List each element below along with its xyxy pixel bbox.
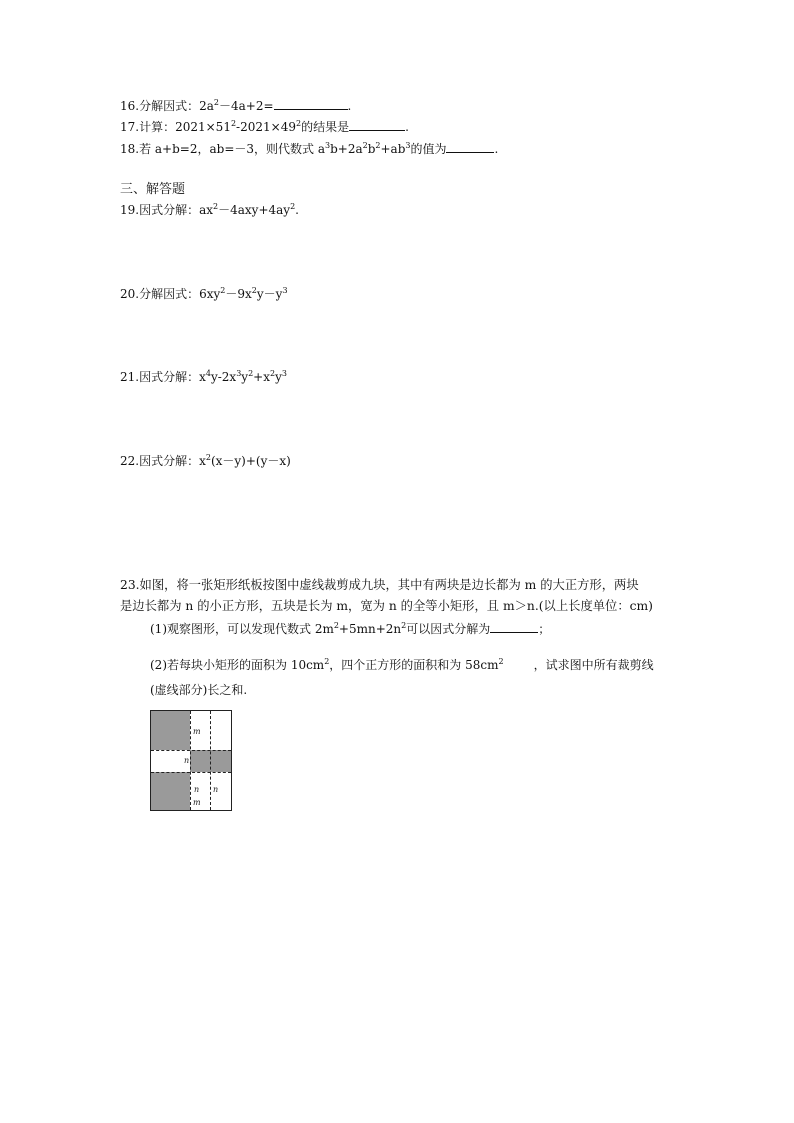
q23-p1-end: ；	[538, 622, 551, 636]
question-18	[120, 140, 498, 157]
q23-p2-mid: ，四个正方形的面积和为 58cm	[329, 658, 499, 672]
q22-rest: (x－y)+(y－x)	[210, 454, 291, 468]
q18-answer-blank[interactable]	[446, 140, 494, 153]
q17-mid: -2021×49	[236, 120, 296, 134]
question-19	[120, 202, 299, 218]
q18-end: .	[494, 142, 499, 156]
q18-e1: 3	[324, 141, 331, 150]
q18-e4: 3	[405, 141, 411, 150]
q16-answer-blank[interactable]	[274, 97, 348, 110]
q16-exp: 2	[213, 98, 219, 107]
q18-t1: b+2a	[330, 142, 363, 156]
q23-part2-line2: (虚线部分)长之和.	[150, 683, 248, 697]
q19-e1: 2	[213, 202, 219, 211]
question-17	[120, 118, 409, 135]
q19-end: .	[295, 203, 299, 217]
figure-label-m-bottom: m	[193, 798, 201, 807]
figure-label-n-bottom2: n	[213, 785, 219, 794]
q17-rest: 的结果是	[301, 120, 350, 134]
q23-p1-e2: 2	[401, 621, 407, 630]
cut-line-h2	[151, 772, 231, 773]
q20-text: 20.分解因式：6xy	[120, 287, 221, 301]
figure-label-n-middle: n	[184, 756, 190, 765]
q17-exp2: 2	[295, 119, 302, 128]
cutting-figure	[150, 710, 232, 811]
q21-e3: 2	[248, 369, 254, 378]
q23-p2-e2: 2	[498, 657, 504, 666]
q18-t3: +ab	[380, 142, 406, 156]
q17-end: .	[405, 120, 409, 134]
q21-t3: +x	[253, 370, 270, 384]
q23-p1-text: (1)观察图形，可以发现代数式 2m	[150, 622, 334, 636]
q22-text: 22.因式分解：x	[120, 454, 206, 468]
q18-e2: 2	[362, 141, 368, 150]
figure-label-n-bottom1: n	[194, 785, 200, 794]
q21-e2: 3	[236, 369, 242, 378]
cut-line-v1	[190, 711, 191, 810]
q20-e1: 2	[220, 286, 226, 295]
q20-e2: 2	[251, 286, 257, 295]
q19-text: 19.因式分解：ax	[120, 203, 214, 217]
q23-p1-mid: +5mn+2n	[338, 622, 402, 636]
question-16	[120, 97, 351, 114]
q20-t2: y－y	[256, 287, 283, 301]
question-22	[120, 453, 291, 469]
large-square-top	[151, 711, 190, 750]
q16-end: .	[347, 99, 352, 113]
q20-e3: 3	[282, 286, 288, 295]
q19-mid: －4axy+4ay	[218, 203, 291, 217]
q18-text: 18.若 a+b=2，ab=－3，则代数式 a	[120, 142, 325, 156]
q21-e5: 3	[281, 369, 287, 378]
cut-line-v2	[210, 711, 211, 810]
q21-e1: 4	[205, 369, 211, 378]
q21-t1: y-2x	[210, 370, 237, 384]
small-square-right	[210, 750, 231, 772]
q18-e3: 2	[375, 141, 381, 150]
q23-part1	[150, 620, 550, 637]
section-heading: 三、解答题	[120, 182, 186, 197]
small-square-middle	[190, 750, 210, 772]
q23-p2-text: (2)若每块小矩形的面积为 10cm	[150, 658, 325, 672]
question-21	[120, 369, 287, 385]
q23-line1: 23.如图，将一张矩形纸板按图中虚线裁剪成九块，其中有两块是边长都为 m 的大正方形，两块	[120, 578, 639, 592]
q20-t1: －9x	[225, 287, 252, 301]
q18-t2: b	[367, 142, 376, 156]
q18-rest: 的值为	[410, 142, 447, 156]
q17-answer-blank[interactable]	[349, 118, 405, 131]
q21-text: 21.因式分解：x	[120, 370, 206, 384]
q23-line2: 是边长都为 n 的小正方形，五块是长为 m，宽为 n 的全等小矩形，且 m＞n.(以上长度单位：cm)	[120, 599, 653, 613]
q23-part2	[150, 657, 654, 673]
q17-exp1: 2	[230, 119, 237, 128]
q23-p1-answer-blank[interactable]	[490, 620, 538, 633]
q21-t4: y	[275, 370, 282, 384]
large-square-bottom	[151, 772, 190, 810]
q21-e4: 2	[270, 369, 276, 378]
figure-label-m-top: m	[193, 727, 201, 736]
q23-p2-e1: 2	[324, 657, 330, 666]
q23-p1-e1: 2	[333, 621, 339, 630]
question-20	[120, 286, 288, 302]
q17-text: 17.计算：2021×51	[120, 120, 231, 134]
q19-e2: 2	[290, 202, 296, 211]
q22-e1: 2	[205, 453, 211, 462]
q16-rest: －4a+2=	[218, 99, 274, 113]
q23-p1-rest: 可以因式分解为	[406, 622, 491, 636]
q21-t2: y	[241, 370, 249, 384]
q23-p2-rest: ，试求图中所有裁剪线	[533, 658, 654, 672]
cut-line-h1	[151, 750, 231, 751]
q16-text: 16.分解因式：2a	[120, 99, 214, 113]
